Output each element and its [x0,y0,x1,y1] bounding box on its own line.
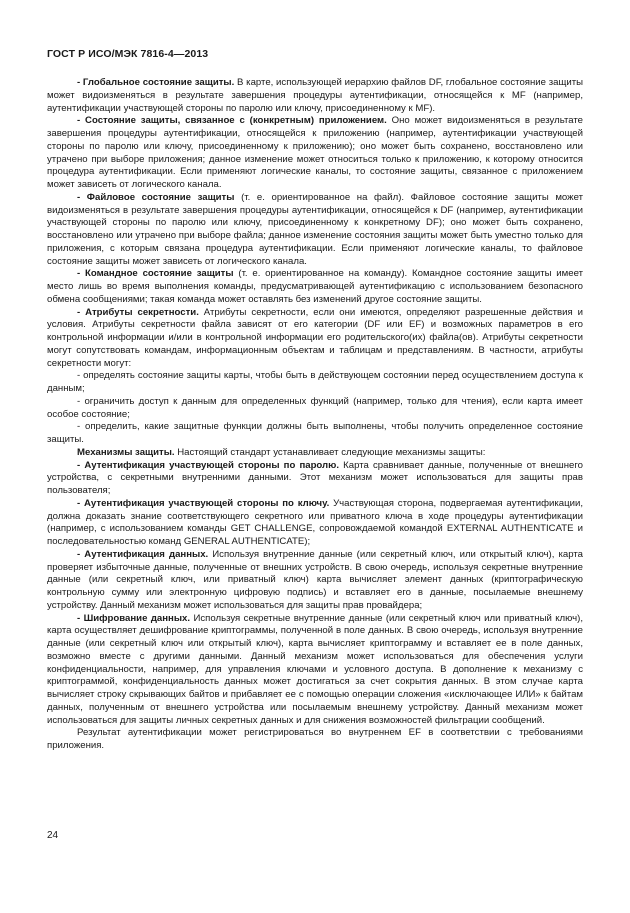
paragraph [47,613,583,728]
paragraph-text: Используя внутренние данные (или секретный ключ, или открытый ключ), карта проверяет избыточные данные, полученные от внешних устройств. В свою очередь, используя секретные внутренние данные (или секретный ключ, или приватный ключ) карта вычисляет элемент данных (криптографическую контрольную сумму или электронную цифровую подпись) и вставляет его в данные, посылаемые внешнему устройству. Данный механизм может использоваться для защиты прав провайдера; [47,548,583,611]
paragraph-text: Используя секретные внутренние данные (или секретный ключ или приватный ключ), карта осуществляет дешифрование криптограммы, полученной в поле данных. В свою очередь, используя внутренние данные (или секретный ключ или открытый ключ), карта вычисляет криптограмму и вставляет ее в поле данных, возможно вместе с другими данными. Данный механизм может использоваться для обеспечения услуги конфиденциальности, например, для управления ключами и условного доступа. В дополнение к механизму с криптограммой, конфиденциальность данных может достигаться за счет сокрытия данных. В этом случае карта вычисляет строку скрывающих байтов и прибавляет ее с помощью операции сложения «исключающее ИЛИ» к байтам данных, полученным от внешнего устройства или посылаемым внешнему устройству. Данный механизм может использоваться для защиты личных секретных данных и для снижения возможностей фильтрации сообщений. [47,612,584,726]
paragraph [47,115,583,192]
paragraph-lead: - Файловое состояние защиты [77,191,235,203]
paragraph-text: (т. е. ориентированное на файл). Файловое состояние защиты может видоизменяться в результате завершения процедуры аутентификации, относящейся к DF (например, аутентификации участвующей стороны по паролю или ключу, присоединенному к конкретному DF); оно может быть сохранено, восстановлено или утрачено при выборе файла; данное изменение состояния защиты может быть уместно только для приложения, с которым связана процедура аутентификации. Если применяют логические каналы, то файловое состояние защиты может зависеть от логического канала. [47,191,583,267]
paragraph-text: - определить, какие защитные функции должны быть выполнены, чтобы получить определенное состояние защиты. [47,421,583,445]
paragraph-text: Результат аутентификации может регистрироваться во внутреннем EF в соответствии с требованиями приложения. [47,727,583,751]
page-number: 24 [47,830,59,841]
paragraph-lead: - Аутентификация участвующей стороны по паролю. [77,459,340,471]
paragraph-text: Атрибуты секретности, если они имеются, определяют разрешенные действия и условия. Атрибуты секретности файла зависят от его категории (DF или EF) и возможных параметров в его контрольной информации и/или в контрольной информации его родительского(их) файла(ов). Атрибуты секретности могут сопутствовать командам, информационным объектам и таблицам и представлениям. В частности, атрибуты секретности могут: [47,306,584,369]
paragraph [47,447,583,460]
paragraph-text: Карта сравнивает данные, полученные от внешнего устройства, с секретными внутренними данными. Этот механизм может использоваться для защиты прав пользователя; [47,459,583,496]
paragraph [47,421,583,447]
paragraph [47,370,583,396]
paragraph [47,498,583,549]
standard-header: ГОСТ Р ИСО/МЭК 7816-4—2013 [47,48,209,60]
paragraph [47,460,583,498]
paragraph-text: Участвующая сторона, подвергаемая аутентификации, должна доказать знание соответствующего секретного или приватного ключа в ходе процедуры аутентификации (например, с использованием команды GET CHALLENGE, сопровождаемой командой EXTERNAL AUTHENTICATE и последовательностью команд GENERAL AUTHENTICATE); [47,497,583,547]
paragraph-text: Настоящий стандарт устанавливает следующие механизмы защиты: [174,446,486,458]
document-body [47,77,583,753]
paragraph-lead: - Атрибуты секретности. [77,306,199,318]
paragraph [47,727,583,753]
paragraph-lead: Механизмы защиты. [77,446,175,458]
paragraph [47,268,583,306]
paragraph-lead: - Аутентификация данных. [77,548,209,560]
paragraph-text: (т. е. ориентированное на команду). Командное состояние защиты имеет место лишь во время выполнения команды, предусматривающей аутентификацию с использованием безопасного обмена сообщениями; такая команда может оставлять без изменений другое состояние защиты. [47,268,583,305]
paragraph-lead: - Состояние защиты, связанное с (конкретным) приложением. [77,115,387,127]
paragraph-text: Оно может видоизменяться в результате завершения процедуры аутентификации, относящейся к приложению (например, аутентификации участвующей стороны по паролю или ключу, присоединенному к приложению); оно может быть сохранено, восстановлено или утрачено при выборе приложения; данное изменение может относиться только к приложению, к которому относится процедура аутентификации. Если применяют логические каналы, то состояние защиты, связанное с приложением может зависеть от логического канала. [47,115,584,190]
paragraph [47,549,583,613]
paragraph [47,192,583,269]
paragraph [47,77,583,115]
paragraph-lead: - Шифрование данных. [77,612,191,624]
paragraph-text: В карте, использующей иерархию файлов DF, глобальное состояние защиты может видоизменяться в результате завершения процедуры аутентификации, относящейся к MF (например, аутентификации участвующей стороны по паролю или ключу, присоединенному к MF). [47,77,583,114]
paragraph-text: - определять состояние защиты карты, чтобы быть в действующем состоянии перед осуществлением доступа к данным; [47,370,583,394]
paragraph-lead: - Аутентификация участвующей стороны по ключу. [77,497,330,509]
paragraph [47,307,583,371]
paragraph-lead: - Командное состояние защиты [77,268,234,280]
paragraph [47,396,583,422]
paragraph-text: - ограничить доступ к данным для определенных функций (например, только для чтения), если карта имеет особое состояние; [47,395,583,420]
paragraph-lead: - Глобальное состояние защиты. [77,77,235,88]
